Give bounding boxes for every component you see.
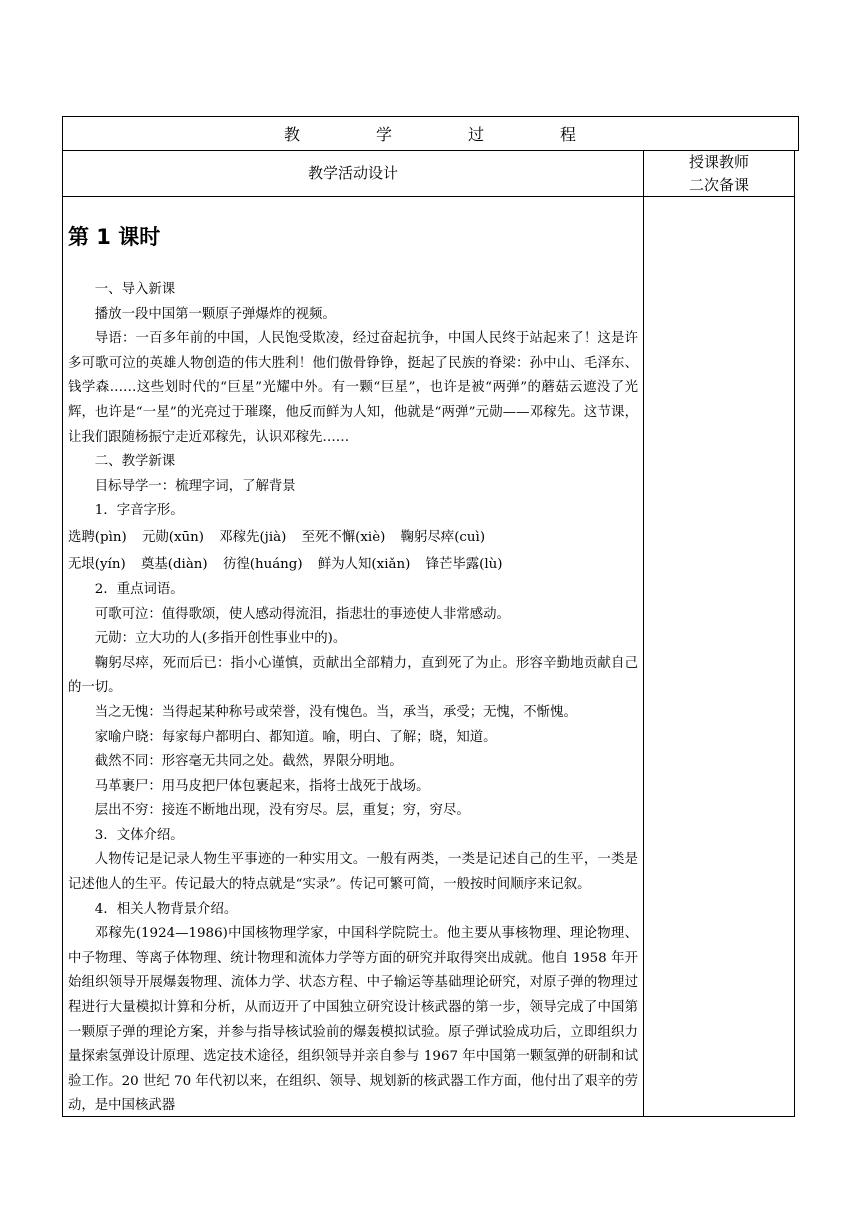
paragraph: 当之无愧：当得起某种称号或荣誉，没有愧色。当，承当，承受；无愧，不惭愧。 [94,704,577,720]
paragraph: 一、导入新课 [94,282,176,297]
column-divider [643,150,644,1116]
paragraph: 可歌可泣：值得歌颂，使人感动得流泪，指悲壮的事迹使人非常感动。 [94,606,510,622]
pronunciation-item: 至死不懈(xiè) [301,529,386,545]
lesson-title: 第 1 课时 [68,225,161,249]
pronunciation-item: 锋芒毕露(lù) [425,556,503,572]
paragraph: 家喻户晓：每家每户都明白、都知道。喻，明白、了解；晓，知道。 [94,729,497,745]
paragraph: 邓稼先(1924—1986)中国核物理学家，中国科学院院士。他主要从事核物理、理论物理、中子物理、等离子体物理、统计物理和流体力学等方面的研究并取得突出成就。他自 1958 年开始组织领导开展爆轰物理、流体力学、状态方程、中子输运等基础理论研究，对原子弹的物理过程进行大量模拟计算和分析，从而迈开了中国独立研究设计核武器的第一步，领导完成了中国第一颗原子弹的理论方案，并参与指导核试验前的爆轰模拟试验。原子弹试验成功后，立即组织力量探索氢弹设计原理、选定技术途径，组织领导并亲自参与 1967 年中国第一颗氢弹的研制和试验工作。20 世纪 70 年代初以来，在组织、领导、规划新的核武器工作方面，他付出了艰辛的劳动，是中国核武器 [68,926,638,1114]
paragraph: 鞠躬尽瘁，死而后已：指小心谨慎，贡献出全部精力，直到死了为止。形容辛勤地贡献自己的一切。 [68,655,638,696]
title-char: 程 [560,124,577,144]
paragraph: 层出不穷：接连不断地出现，没有穷尽。层，重复；穷，穷尽。 [94,803,470,819]
table-title [62,116,798,150]
pronunciation-item: 无垠(yín) [68,556,126,572]
paragraph: 1．字音字形。 [94,503,184,519]
paragraph: 二、教学新课 [94,454,176,470]
title-char: 学 [375,124,392,144]
table-right-border [794,150,795,1116]
paragraph: 马革裹尸：用马皮把尸体包裹起来，指将士战死于战场。 [94,778,430,794]
pronunciation-item: 奠基(diàn) [140,556,208,572]
lesson-content [68,222,638,1119]
pronunciation-item: 鲜为人知(xiǎn) [317,556,411,572]
table-left-border [62,116,63,1116]
pronunciation-item: 邓稼先(jià) [219,529,287,545]
title-char: 教 [283,124,300,144]
column-head-divider [62,196,795,197]
column-head-activity-label: 教学活动设计 [307,164,398,182]
title-char: 过 [468,124,485,144]
column-head-teacher-line1: 授课教师 [688,152,749,171]
pronunciation-row-1 [68,524,638,551]
paragraph: 3．文体介绍。 [94,827,184,843]
paragraph: 元勋：立大功的人(多指开创性事业中的)。 [94,631,347,647]
paragraph: 导语：一百多年前的中国，人民饱受欺凌，经过奋起抗争，中国人民终于站起来了！这是许多可歌可泣的英雄人物创造的伟大胜利！他们傲骨铮铮，挺起了民族的脊梁：孙中山、毛泽东、钱学森……这些划时代的“巨星”光耀中外。有一颗“巨星”，也许是被“两弹”的蘑菇云遮没了光辉，也许是“一星”的光亮过于璀璨，他反而鲜为人知，他就是“两弹”元勋——邓稼先。这节课，让我们跟随杨振宁走近邓稼先，认识邓稼先…… [68,331,638,445]
pronunciation-item: 选聘(pìn) [68,529,127,545]
paragraph: 4．相关人物背景介绍。 [94,901,238,917]
pronunciation-item: 彷徨(huáng) [222,556,303,572]
pronunciation-item: 元勋(xūn) [141,529,205,545]
pronunciation-row-2 [68,551,638,578]
paragraph: 目标导学一：梳理字词，了解背景 [94,478,296,494]
pronunciation-item: 鞠躬尽瘁(cuì) [400,529,486,545]
column-head-activity [63,151,643,196]
table-right-border-top [798,116,799,150]
paragraph: 2．重点词语。 [94,581,184,597]
column-head-teacher-line2: 二次备课 [688,175,749,194]
paragraph: 播放一段中国第一颗原子弹爆炸的视频。 [94,306,336,322]
paragraph: 人物传记是记录人物生平事迹的一种实用文。一般有两类，一类是记述自己的生平，一类是记述他人的生平。传记最大的特点就是“实录”。传记可繁可简，一般按时间顺序来记叙。 [68,852,638,893]
paragraph: 截然不同：形容毫无共同之处。截然，界限分明地。 [94,754,403,770]
column-head-teacher [644,151,794,196]
